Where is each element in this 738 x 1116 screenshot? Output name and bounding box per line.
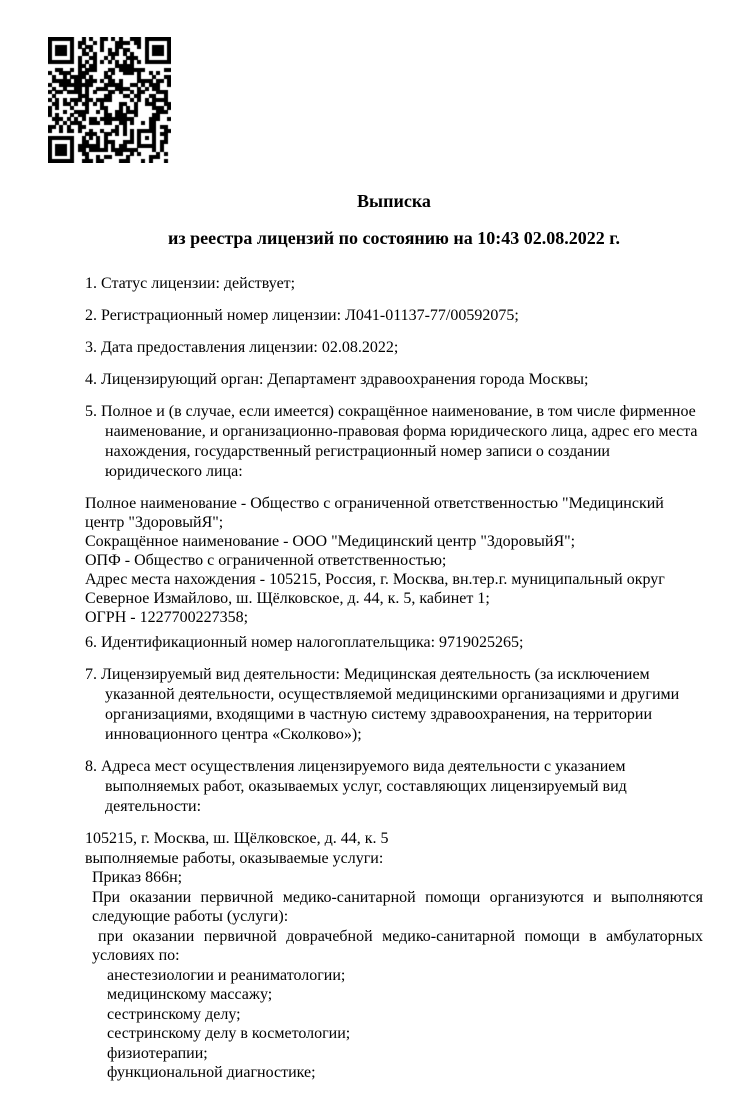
item-text: Лицензирующий орган: Департамент здравоохранения города Москвы; bbox=[101, 371, 589, 388]
item-text: Полное и (в случае, если имеется) сокращённое наименование, в том числе фирменное наименование, и организационно-правовая форма юридического лица, адрес его места нахождения, государственный регистрационный номер записи о создании юридического лица: bbox=[101, 403, 698, 480]
order-reference: Приказ 866н; bbox=[92, 869, 183, 886]
org-full-name: Полное наименование - Общество с ограниченной ответственностью "Медицинский центр "ЗдоровыйЯ"; bbox=[85, 495, 664, 531]
list-item-org-names-intro bbox=[85, 402, 703, 482]
activity-address: 105215, г. Москва, ш. Щёлковское, д. 44, к. 5 bbox=[85, 830, 389, 847]
item-number: 3. bbox=[85, 339, 97, 356]
list-item-status bbox=[85, 274, 703, 294]
works-label: выполняемые работы, оказываемые услуги: bbox=[85, 849, 384, 867]
service-item: сестринскому делу; bbox=[107, 1005, 241, 1023]
item-text: Регистрационный номер лицензии: Л041-01137-77/00592075; bbox=[101, 307, 519, 324]
item-number: 7. bbox=[85, 666, 97, 683]
list-item-licensed-activity bbox=[85, 665, 703, 745]
primary-care-paragraph: При оказании первичной медико-санитарной помощи организуются и выполняются следующие работы (услуги): bbox=[92, 888, 703, 925]
item-text: Лицензируемый вид деятельности: Медицинская деятельность (за исключением указанной деятельности, осуществляемой медицинскими организациями и другими организациями, входящими в частную систему здравоохранения, на территории инновационного центра «Сколково»); bbox=[101, 666, 680, 743]
item-number: 6. bbox=[85, 634, 97, 651]
org-legal-form: ОПФ - Общество с ограниченной ответственностью; bbox=[85, 552, 447, 569]
list-item-inn bbox=[85, 633, 703, 653]
document-subtitle: из реестра лицензий по состоянию на 10:43 02.08.2022 г. bbox=[168, 228, 620, 248]
list-item-reg-number bbox=[85, 306, 703, 326]
list-item-activity-addresses bbox=[85, 757, 703, 817]
document-title: Выписка bbox=[357, 191, 431, 211]
qr-code bbox=[48, 37, 171, 163]
org-address: Адрес места нахождения - 105215, Россия, г. Москва, вн.тер.г. муниципальный округ Северное Измайлово, ш. Щёлковское, д. 44, к. 5, кабинет 1; bbox=[85, 571, 665, 607]
item-number: 4. bbox=[85, 371, 97, 388]
service-item: медицинскому массажу; bbox=[107, 986, 273, 1003]
service-item: сестринскому делу в косметологии; bbox=[107, 1025, 351, 1042]
item-number: 2. bbox=[85, 307, 97, 324]
item-number: 8. bbox=[85, 758, 97, 775]
org-short-name: Сокращённое наименование - ООО "Медицинский центр "ЗдоровыйЯ"; bbox=[85, 533, 576, 550]
item-text: Дата предоставления лицензии: 02.08.2022; bbox=[101, 339, 399, 356]
service-item: функциональной диагностике; bbox=[107, 1064, 316, 1081]
service-item: физиотерапии; bbox=[107, 1044, 208, 1062]
org-ogrn: ОГРН - 1227700227358; bbox=[85, 609, 249, 626]
item-text: Адреса мест осуществления лицензируемого вида деятельности с указанием выполняемых работ, оказываемых услуг, составляющих лицензируемый вид деятельности: bbox=[101, 758, 627, 815]
item-number: 1. bbox=[85, 275, 97, 292]
document-body bbox=[85, 190, 703, 1083]
list-item-licensing-authority bbox=[85, 370, 703, 390]
item-text: Идентификационный номер налогоплательщика: 9719025265; bbox=[101, 634, 524, 651]
pre-medical-care-paragraph: при оказании первичной доврачебной медико-санитарной помощи в амбулаторных условиях по: bbox=[92, 927, 703, 964]
list-item-grant-date bbox=[85, 338, 703, 358]
item-number: 5. bbox=[85, 403, 97, 420]
organization-details-block bbox=[85, 494, 703, 627]
works-and-services-block bbox=[85, 829, 703, 1083]
item-text: Статус лицензии: действует; bbox=[101, 275, 296, 292]
service-item: анестезиологии и реаниматологии; bbox=[107, 966, 346, 984]
